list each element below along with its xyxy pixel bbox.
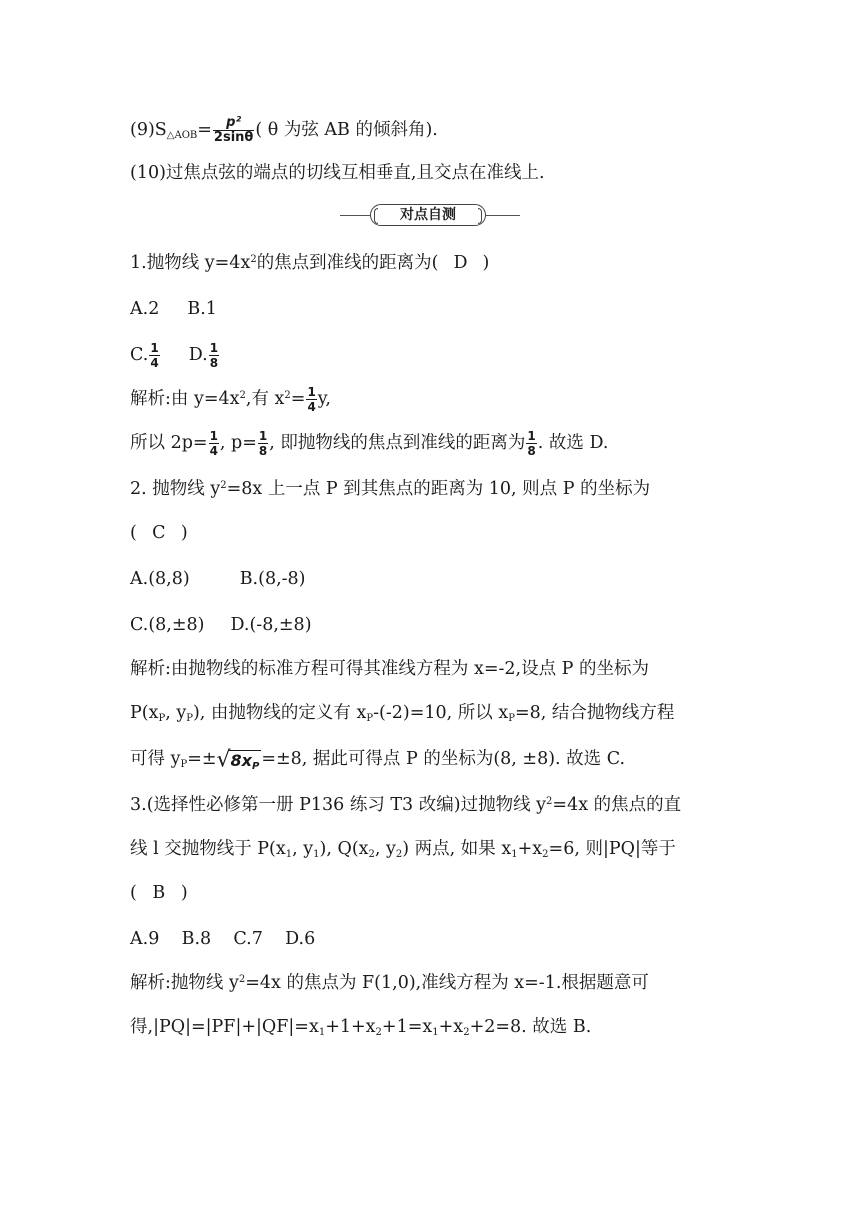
divider-line-right [486, 215, 520, 216]
question-2-solution-line-2: $P(x_P$, $y_P$), 由抛物线的定义有 $x_P-(-2)=10$, 所以 $x_P=8$, 结合抛物线方程 [130, 703, 675, 724]
question-3-solution-line-2: 得$,|PQ|=|PF|+|QF|=x_1+1+x_2+1=x_1+x_2+2=8$. 故选 B. [130, 1017, 592, 1038]
divider-line-left [340, 215, 370, 216]
section-divider [340, 203, 520, 229]
question-1-solution-line-2: 所以 2p= $\frac{1}{4}$ , p= $\frac{1}{8}$ , 即抛物线的焦点到准线的距离为 $\frac{1}{8}$ . 故选 D. [130, 429, 609, 458]
question-2-options-cd [130, 612, 312, 638]
option-a: A.2 [130, 299, 160, 319]
option-d: D. $\frac{1}{8}$ [188, 341, 219, 370]
question-2-stem-line-1: 2. 抛物线 $y^2=8x$ 上一点 P 到其焦点的距离为 10, 则点 P 的坐标为 [130, 479, 651, 499]
property-10: (10)过焦点弦的端点的切线互相垂直,且交点在准线上. [130, 163, 545, 183]
question-3-stem-line-1: 3.(选择性必修第一册 P136 练习 T3 改编)过抛物线 $y^2=4x$ 的焦点的直 [130, 795, 682, 815]
question-1-solution-line-1: 解析:由 $y=4x^2$,有 $x^2=$ $\frac{1}{4}$ y, [130, 385, 331, 414]
question-2-solution-line-3: 可得 $y_P=\pm√8x_P =\pm 8$, 据此可得点 P 的坐标为(8, ±8). 故选 C. [130, 744, 625, 775]
answer-1: D [453, 253, 468, 273]
question-3-stem-line-3: ( B ) [130, 880, 188, 906]
option-c: C.(8,±8) [130, 615, 205, 635]
answer-2: C [152, 523, 166, 543]
question-1-stem: 1.抛物线 $y=4x^2$的焦点到准线的距离为( D ) [130, 250, 489, 276]
property-9: $(9)S_{\triangle AOB}=$ $\frac{\text{p²}}{2\sin\theta}$ ( θ 为弦 AB 的倾斜角). [130, 115, 438, 145]
square-root: $√8x_P$ [216, 747, 260, 772]
question-2-stem-line-2: ( C ) [130, 520, 188, 546]
section-title: 对点自测 [370, 204, 486, 226]
option-d: D.(-8,±8) [230, 615, 312, 635]
answer-3: B [152, 883, 166, 903]
option-c: C. $\frac{1}{4}$ [130, 341, 159, 370]
question-2-solution-line-1: 解析:由抛物线的标准方程可得其准线方程为 x=-2,设点 P 的坐标为 [130, 659, 649, 679]
question-3-solution-line-1: 解析:抛物线 $y^2=4x$ 的焦点为 F(1,0),准线方程为 x=-1.根据题意可 [130, 973, 649, 993]
question-1-options-ab [130, 296, 217, 322]
option-a: A.(8,8) [130, 569, 190, 589]
area-fraction: $\frac{\text{p²}}{2\sin\theta}$ [213, 115, 254, 145]
question-3-stem-line-2: 线 l 交抛物线于 $P(x_1$, $y_1$), $Q(x_2$, $y_2$) 两点, 如果 $x_1+x_2=6$, 则|PQ|等于 [130, 839, 676, 860]
question-3-options: A.9 B.8 C.7 D.6 [130, 929, 316, 949]
question-1-options-cd [130, 338, 220, 372]
option-b: B.1 [187, 299, 217, 319]
question-2-options-ab [130, 566, 306, 592]
option-b: B.(8,-8) [239, 569, 306, 589]
